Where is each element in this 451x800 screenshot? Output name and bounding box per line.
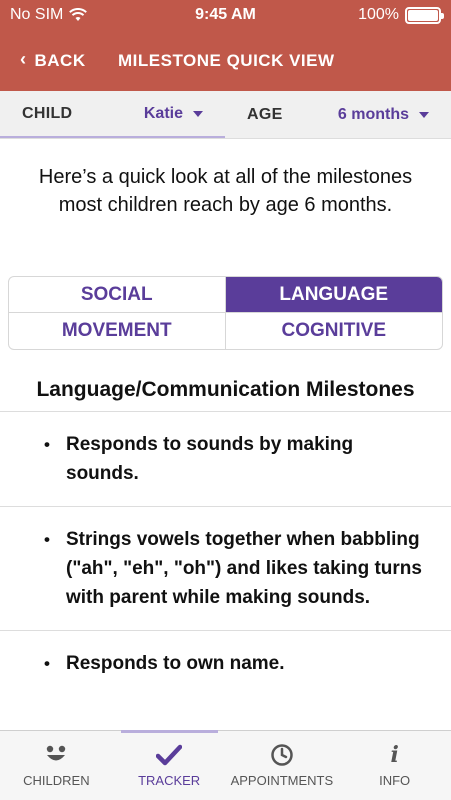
list-item (0, 412, 451, 507)
carrier-label: No SIM (10, 6, 64, 23)
age-value: 6 months (337, 105, 409, 123)
tab-social[interactable]: SOCIAL (9, 277, 226, 313)
tabbar-children[interactable] (0, 731, 113, 800)
bullet-icon: • (44, 435, 50, 454)
child-label: CHILD (22, 104, 73, 122)
chevron-left-icon: ‹ (20, 49, 27, 69)
age-value-group (338, 106, 429, 124)
back-button[interactable] (20, 50, 86, 71)
info-icon: i (390, 742, 399, 768)
milestone-list (0, 411, 451, 696)
child-selector[interactable] (0, 91, 225, 138)
tab-cognitive[interactable]: COGNITIVE (281, 320, 386, 341)
age-label: AGE (247, 105, 283, 123)
nav-bar (0, 30, 451, 91)
tabbar-info[interactable] (338, 731, 451, 800)
status-bar (0, 0, 451, 30)
tabbar-label: CHILDREN (23, 773, 90, 788)
tabbar-tracker[interactable] (113, 731, 226, 800)
wifi-icon (69, 8, 87, 22)
list-item (0, 631, 451, 696)
battery-icon (405, 7, 441, 24)
tabbar-appointments[interactable] (226, 731, 339, 800)
section-title: Language/Communication Milestones (36, 378, 415, 401)
bottom-tab-bar (0, 730, 451, 800)
bullet-icon: • (44, 530, 50, 549)
checkmark-icon (156, 741, 182, 769)
category-tabs (8, 276, 443, 350)
child-value-group (144, 105, 203, 123)
children-face-icon (43, 741, 69, 769)
list-item (0, 507, 451, 631)
battery-percent: 100% (358, 6, 399, 23)
battery-group (358, 6, 441, 24)
age-selector[interactable] (225, 91, 451, 138)
child-value: Katie (143, 104, 183, 122)
caret-down-icon (193, 111, 203, 117)
milestone-text: Strings vowels together when babbling ("ah", "eh", "oh") and likes taking turns with parent while making sounds. (66, 529, 422, 608)
milestone-text: Responds to own name. (66, 653, 285, 674)
child-age-selector (0, 91, 451, 139)
tab-movement[interactable]: MOVEMENT (9, 313, 226, 349)
tabbar-label: INFO (379, 773, 411, 788)
tabbar-label: TRACKER (138, 773, 201, 788)
bullet-icon: • (44, 654, 50, 673)
back-label: BACK (34, 50, 86, 70)
battery-fill (408, 10, 438, 21)
page-title: MILESTONE QUICK VIEW (118, 50, 335, 70)
clock-icon (270, 741, 294, 769)
tabbar-label: APPOINTMENTS (230, 773, 334, 788)
tab-language[interactable]: LANGUAGE (226, 277, 443, 313)
carrier-group (10, 6, 87, 24)
intro-text: Here’s a quick look at all of the milestones most children reach by age 6 months. (38, 166, 413, 216)
caret-down-icon (419, 112, 429, 118)
status-time: 9:45 AM (195, 6, 256, 23)
top-header (0, 0, 451, 91)
milestone-text: Responds to sounds by making sounds. (66, 434, 354, 484)
